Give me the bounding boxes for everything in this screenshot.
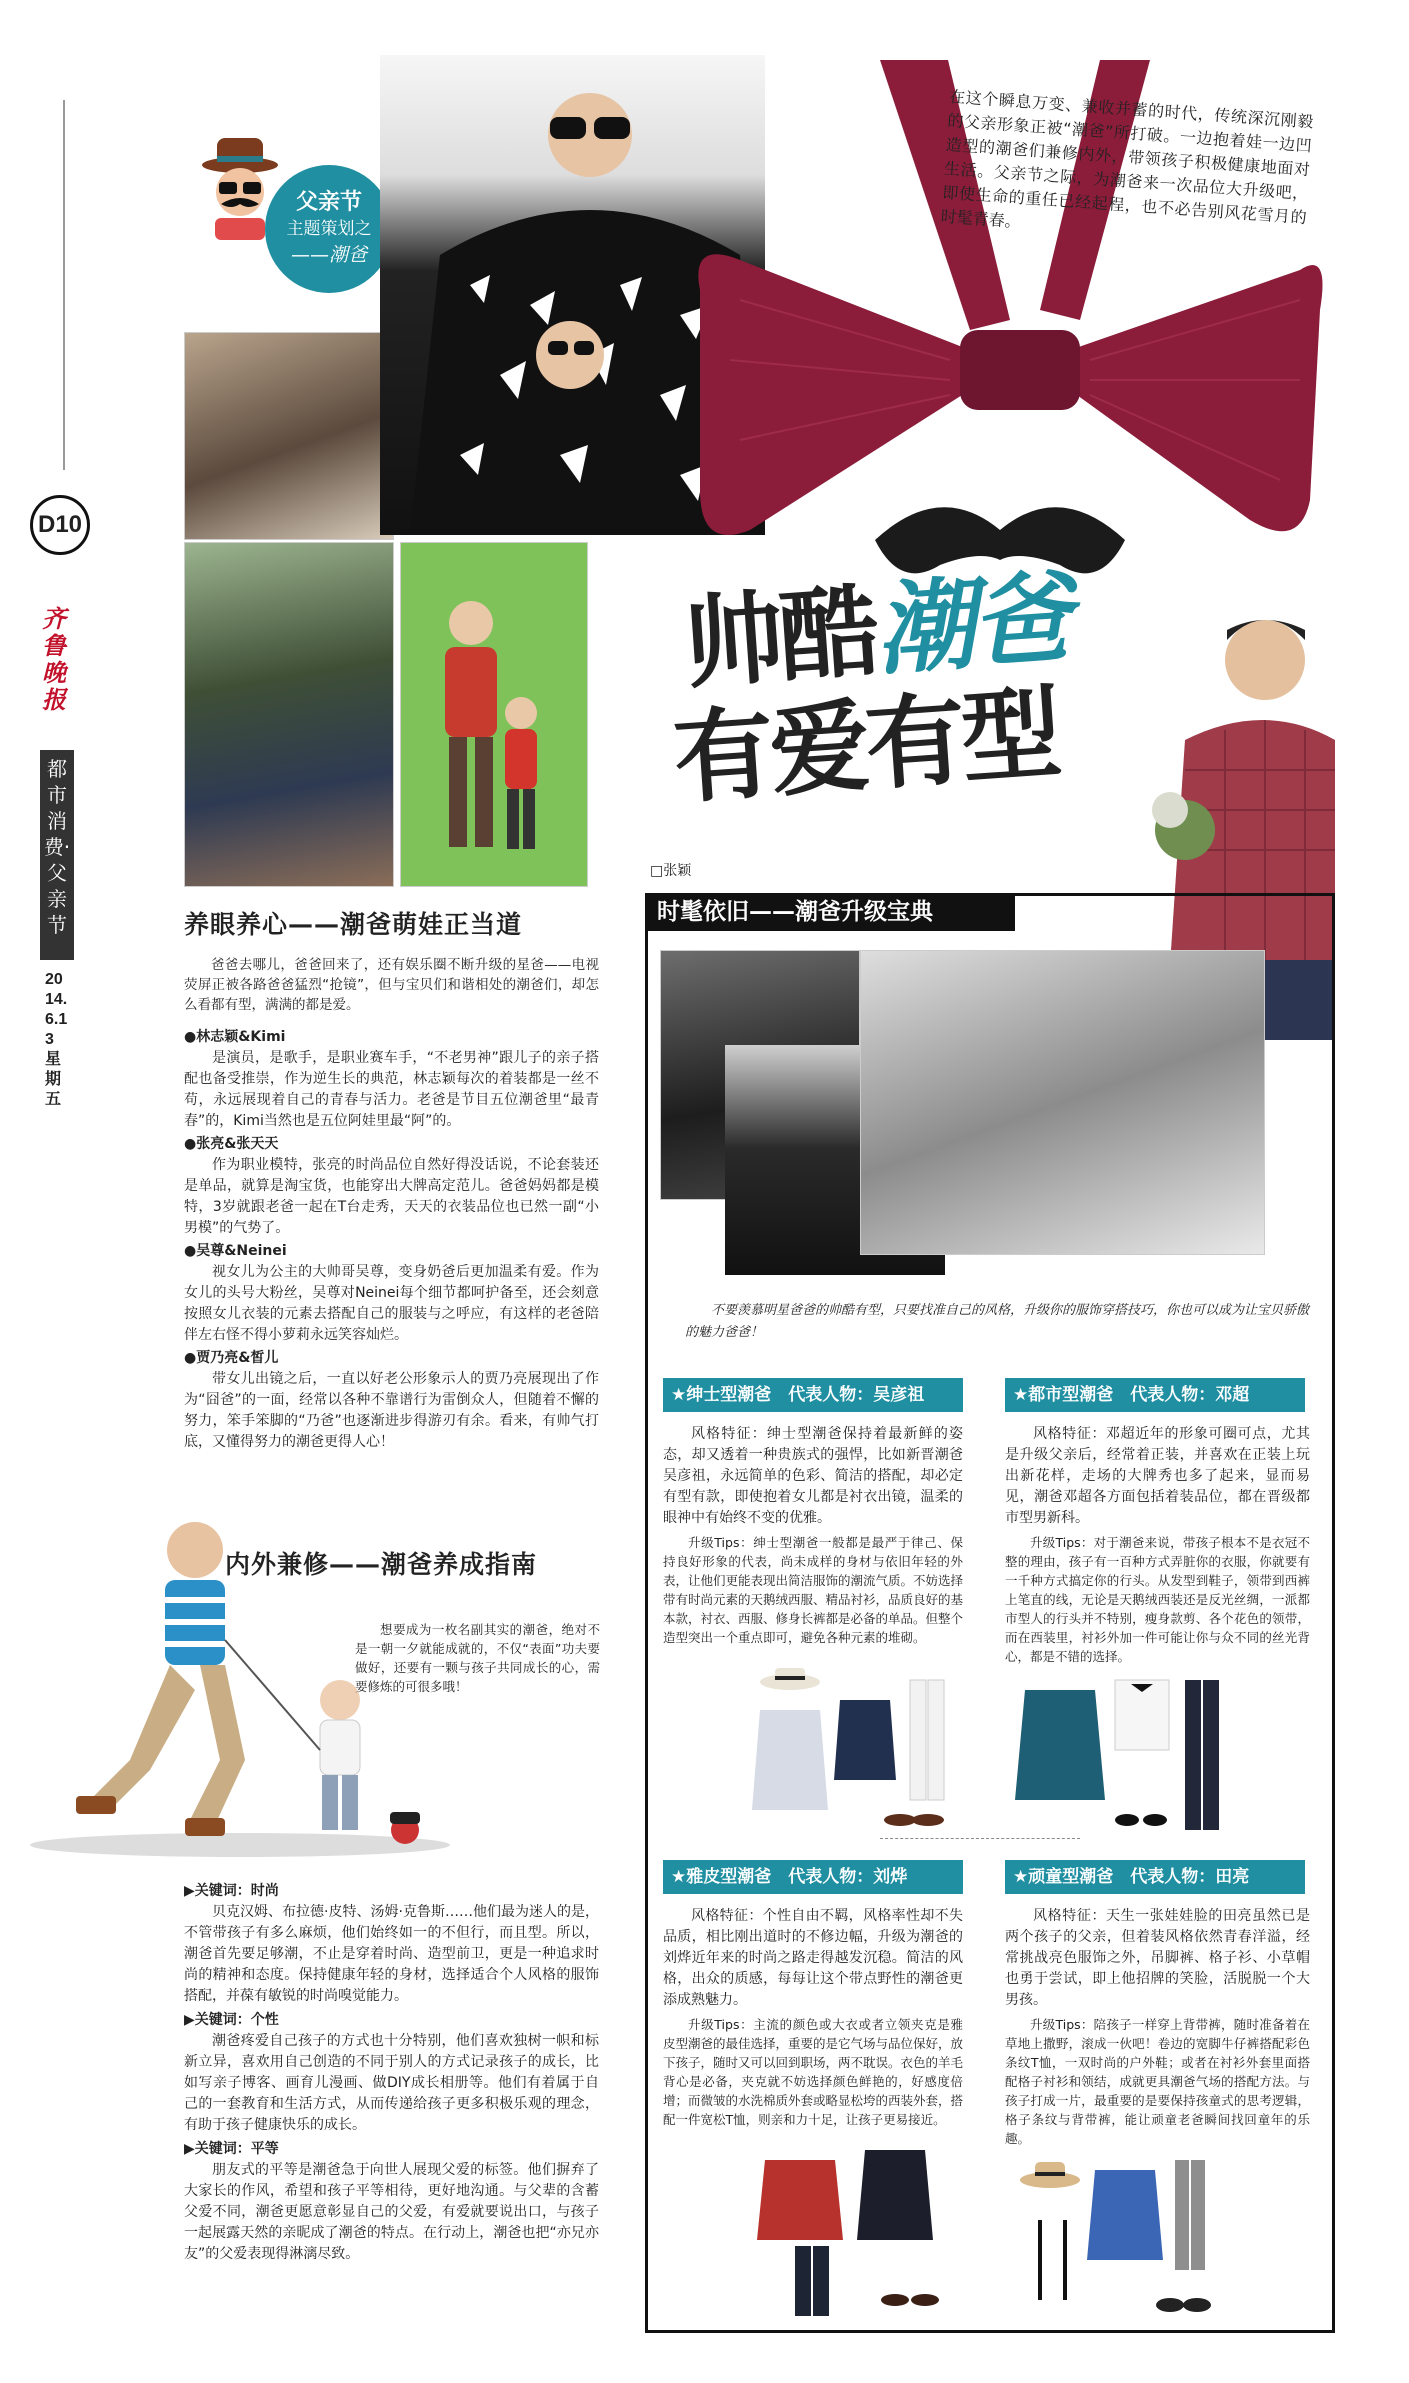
photo-zhang-liang bbox=[184, 542, 394, 887]
section-label: 都市消费·父亲节 bbox=[40, 750, 74, 960]
section3-title-bar: 时髦依旧——潮爸升级宝典 bbox=[645, 893, 1015, 931]
headline-highlight: 潮爸 bbox=[871, 559, 1071, 690]
category-feature: 风格特征：个性自由不羁，风格率性却不失品质，相比刚出道时的不修边幅，升级为潮爸的刘烨近年来的时尚之路走得越发沉稳。简洁的风格，出众的质感，每每让这个带点野性的潮爸更添成熟魅力。 bbox=[663, 1908, 963, 2008]
photo-tian-liang bbox=[860, 950, 1265, 1255]
entry-name: ●吴尊&Neinei bbox=[184, 1243, 287, 1259]
yuppie-outfit bbox=[755, 2150, 965, 2320]
section2-lead: 想要成为一枚名副其实的潮爸，绝对不是一朝一夕就能成就的，不仅“表面”功夫要做好，还要有一颗与孩子共同成长的心，需要修炼的可很多哦！ bbox=[355, 1622, 600, 1694]
keyword-text: 朋友式的平等是潮爸急于向世人展现父爱的标签。他们摒弃了大家长的作风，希望和孩子平等相待，更好地沟通。与父辈的含蓄父爱不同，潮爸更愿意彰显自己的父爱，有爱就要说出口，与孩子一起展露天然的亲昵成了潮爸的特点。在行动上，潮爸也把“亦兄亦友”的父爱表现得淋漓尽致。 bbox=[184, 2162, 599, 2262]
category-urban bbox=[1005, 1424, 1310, 1666]
category-tips: 升级Tips：主流的颜色或大衣或者立领夹克是雅皮型潮爸的最佳选择，重要的是它气场与品位保好，放下孩子，随时又可以回到职场，两不耽误。衣色的羊毛背心是必备，夹克就不妨选择颜色鲜艳的，好感度倍增；而微皱的水洗棉质外套或略显松垮的西装外套，搭配一件宽松T恤，则亲和力十足，让孩子更易接近。 bbox=[663, 2017, 964, 2127]
category-feature: 风格特征：绅士型潮爸保持着最新鲜的姿态，却又透着一种贵族式的强悍，比如新晋潮爸吴彦祖，永远简单的色彩、简洁的搭配，却必定有型有款，即使抱着女儿都是衬衣出镜，温柔的眼神中有始终不变的优雅。 bbox=[663, 1426, 963, 1526]
paper-name: 齐鲁晚报 bbox=[42, 604, 66, 714]
headline bbox=[670, 559, 1200, 850]
keyword-label: ▶关键词：平等 bbox=[184, 2141, 279, 2157]
feature-badge bbox=[195, 130, 405, 330]
section1-entry bbox=[184, 1348, 599, 1453]
keyword-label: ▶关键词：个性 bbox=[184, 2012, 279, 2028]
entry-name: ●贾乃亮&皙儿 bbox=[184, 1350, 279, 1366]
keyword-label: ▶关键词：时尚 bbox=[184, 1883, 279, 1899]
photo-jia-nailiang bbox=[400, 542, 588, 887]
section1-entry bbox=[184, 1027, 599, 1132]
photo-lin-zhiying bbox=[184, 332, 394, 540]
keyword-block bbox=[184, 2010, 599, 2136]
section1-entry bbox=[184, 1134, 599, 1239]
gentleman-outfit bbox=[720, 1660, 960, 1830]
playful-outfit bbox=[1015, 2150, 1215, 2320]
category-head-gentleman: ★绅士型潮爸 代表人物：吴彦祖 bbox=[663, 1378, 963, 1412]
category-gentleman bbox=[663, 1424, 963, 1647]
issue-date: 2014.6.13 星期五 bbox=[45, 971, 68, 1108]
badge-circle bbox=[265, 165, 393, 293]
entry-name: ●林志颖&Kimi bbox=[184, 1029, 286, 1045]
badge-line2: 主题策划之 bbox=[286, 219, 372, 239]
entry-text: 视女儿为公主的大帅哥吴尊，变身奶爸后更加温柔有爱。作为女儿的头号大粉丝，吴尊对Neinei每个细节都呵护备至，还会刻意按照女儿衣装的元素去搭配自己的服装与之呼应，有这样的老爸陪伴左右怪不得小萝莉永远笑容灿烂。 bbox=[184, 1264, 599, 1343]
category-tips: 升级Tips：陪孩子一样穿上背带裤，随时准备着在草地上撒野，滚成一伙吧！卷边的宽脚牛仔裤搭配彩色条纹T恤，一双时尚的户外鞋；或者在衬衫外套里面搭配格子衬衫和领结，成就更具潮爸气场的搭配方法。与孩子打成一片，最重要的是要保持孩童式的思考逻辑，格子条纹与背带裤，能让顽童老爸瞬间找回童年的乐趣。 bbox=[1005, 2017, 1310, 2146]
section1 bbox=[184, 905, 599, 1455]
category-feature: 风格特征：天生一张娃娃脸的田亮虽然已是两个孩子的父亲，但着装风格依然青春洋溢，经常挑战亮色服饰之外，吊脚裤、格子衫、小草帽也勇于尝试，即上他招牌的笑脸，活脱脱一个大男孩。 bbox=[1005, 1908, 1310, 2008]
category-tips: 升级Tips：绅士型潮爸一般都是最严于律己、保持良好形象的代表，尚未成样的身材与依旧年轻的外表，让他们更能表现出简洁服饰的潮流气质。不妨选择带有时尚元素的天鹅绒西服、精品衬衫，品质良好的基本款，衬衣、西服、修身长裤都是必备的单品。但整个造型突出一个重点即可，避免各种元素的堆砌。 bbox=[663, 1535, 964, 1645]
keyword-text: 潮爸疼爱自己孩子的方式也十分特别，他们喜欢独树一帜和标新立异，喜欢用自己创造的不同于别人的方式记录孩子的成长，比如写亲子博客、画育儿漫画、做DIY成长相册等。他们有着属于自己的一套教育和生活方式，从而传递给孩子更多积极乐观的理念，有助于孩子健康快乐的成长。 bbox=[184, 2033, 599, 2133]
entry-text: 作为职业模特，张亮的时尚品位自然好得没话说，不论套装还是单品，就算是淘宝货，也能穿出大牌高定范儿。爸爸妈妈都是模特，3岁就跟老爸一起在T台走秀，天天的衣装品位也已然一副“小男模”的气势了。 bbox=[184, 1157, 599, 1236]
entry-name: ●张亮&张天天 bbox=[184, 1136, 279, 1152]
keyword-text: 贝克汉姆、布拉德·皮特、汤姆·克鲁斯……他们最为迷人的是，不管带孩子有多么麻烦，他们始终如一的不但行，而且型。所以，潮爸首先要足够潮，不止是穿着时尚、造型前卫，更是一种追求时尚的精神和态度。保持健康年轻的身材，选择适合个人风格的服饰搭配，并葆有敏锐的时尚嗅觉能力。 bbox=[184, 1904, 599, 2004]
badge-line1: 父亲节 bbox=[295, 190, 362, 215]
urban-outfit bbox=[1015, 1670, 1230, 1840]
category-yuppie bbox=[663, 1906, 963, 2129]
section1-lead: 爸爸去哪儿，爸爸回来了，还有娱乐圈不断升级的星爸——电视荧屏正被各路爸爸猛烈“抢镜”，但与宝贝们和谐相处的潮爸们，却怎么看都有型，满满的都是爱。 bbox=[184, 957, 599, 1013]
page-number-badge: D10 bbox=[30, 495, 90, 555]
keyword-block bbox=[184, 1881, 599, 2007]
section1-entry bbox=[184, 1241, 599, 1346]
headline-part1: 帅酷 bbox=[679, 572, 880, 703]
section1-title: 养眼养心——潮爸萌娃正当道 bbox=[184, 910, 523, 939]
headline-line2: 有爱有型 bbox=[670, 674, 1062, 818]
masthead-rail bbox=[37, 100, 83, 1360]
rail-line bbox=[63, 100, 65, 470]
section3-lead: 不要羡慕明星爸爸的帅酷有型，只要找准自己的风格，升级你的服饰穿搭技巧，你也可以成为让宝贝骄傲的魅力爸爸！ bbox=[685, 1303, 1310, 1340]
entry-text: 是演员，是歌手，是职业赛车手，“不老男神”跟儿子的亲子搭配也备受推崇，作为逆生长的典范，林志颖每次的着装都是一丝不苟，永远展现着自己的青春与活力。老爸是节目五位潮爸里“最青春”的，Kimi当然也是五位阿娃里最“阿”的。 bbox=[184, 1050, 599, 1129]
byline: □张颖 bbox=[650, 863, 692, 879]
badge-line3: ——潮爸 bbox=[290, 244, 367, 266]
category-head-yuppie: ★雅皮型潮爸 代表人物：刘烨 bbox=[663, 1860, 963, 1894]
category-head-playful: ★顽童型潮爸 代表人物：田亮 bbox=[1005, 1860, 1305, 1894]
category-feature: 风格特征：邓超近年的形象可圈可点，尤其是升级父亲后，经常着正装，并喜欢在正装上玩出新花样，走场的大牌秀也多了起来，显而易见，潮爸邓超各方面包括着装品位，都在晋级都市型男新科。 bbox=[1005, 1426, 1310, 1526]
entry-text: 带女儿出镜之后，一直以好老公形象示人的贾乃亮展现出了作为“囧爸”的一面，经常以各种不靠谱行为雷倒众人，但随着不懈的努力，笨手笨脚的“乃爸”也逐渐进步得游刃有余。看来，有帅气打底，又懂得努力的潮爸更得人心！ bbox=[184, 1371, 599, 1450]
section2-title: 内外兼修——潮爸养成指南 bbox=[225, 1550, 538, 1579]
category-playful bbox=[1005, 1906, 1310, 2148]
keyword-block bbox=[184, 2139, 599, 2265]
intro-text: 在这个瞬息万变、兼收并蓄的时代，传统深沉刚毅的父亲形象正被“潮爸”所打破。一边抱着娃一边凹造型的潮爸们兼修内外，带领孩子积极健康地面对生活。父亲节之际，为潮爸来一次品位大升级吧，即使生命的重任已经起程，也不必告别风花雪月的时髦青春。 bbox=[940, 86, 1314, 232]
category-head-urban: ★都市型潮爸 代表人物：邓超 bbox=[1005, 1378, 1305, 1412]
category-tips: 升级Tips：对于潮爸来说，带孩子根本不是衣冠不整的理由，孩子有一百种方式弄脏你的衣服，你就要有一千种方式搞定你的行头。从发型到鞋子，领带到西裤上笔直的线，无论是天鹅绒西装还是反光丝绸，一派都市型人的行头并不特别，瘦身款剪、各个花色的领带，而在西装里，衬衫外加一件可能让你与众不同的丝光背心，都是不错的选择。 bbox=[1005, 1535, 1310, 1664]
section2-keywords bbox=[184, 1878, 599, 2267]
section2-title-block bbox=[225, 1545, 605, 1581]
section3-divider bbox=[880, 1838, 1080, 1839]
